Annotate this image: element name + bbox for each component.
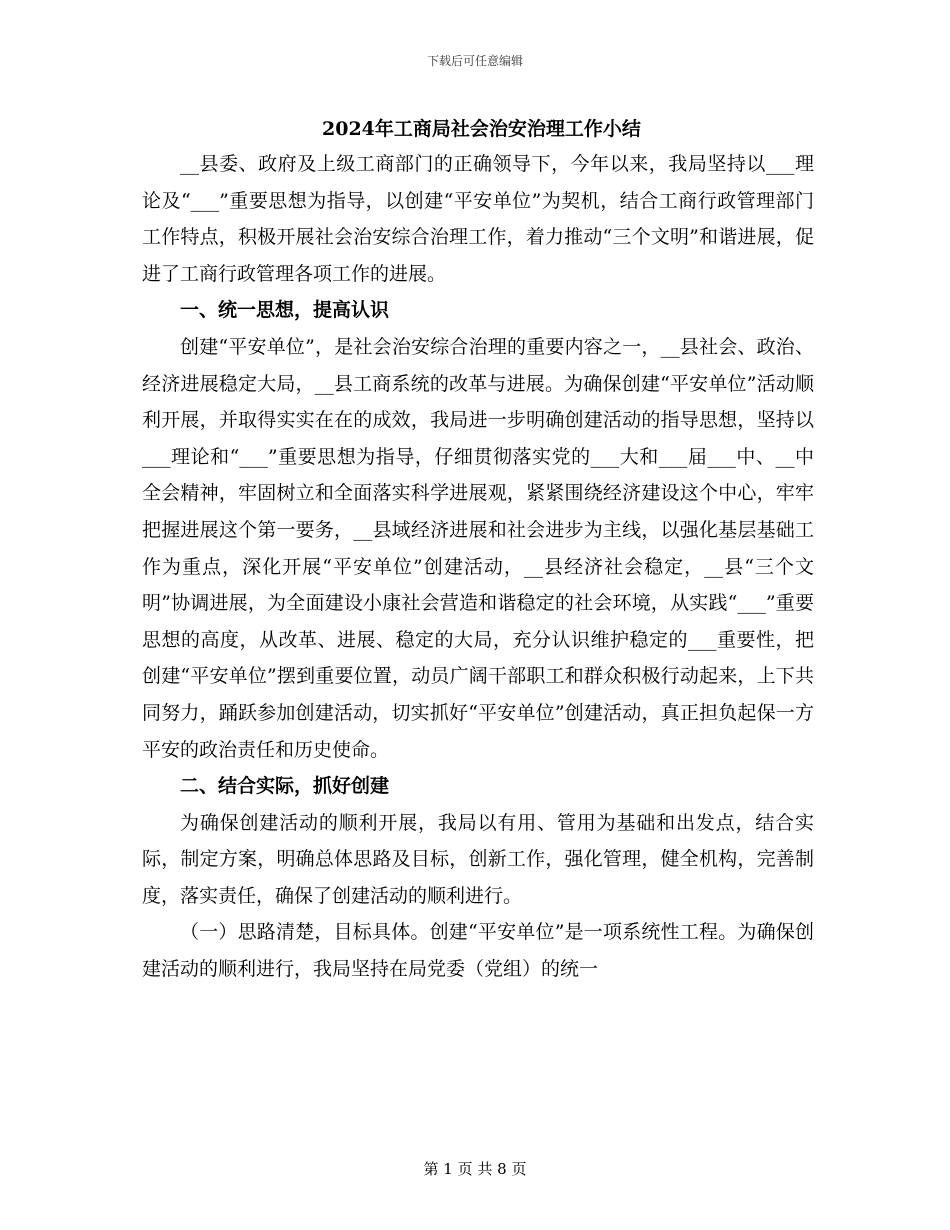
intro-paragraph: __县委、政府及上级工商部门的正确领导下，今年以来，我局坚持以___理论及“___”重要思想为指导，以创建“平安单位”为契机，结合工商行政管理部门工作特点，积极开展社会治安综合治理工作，着力推动“三个文明”和谐进展，促进了工商行政管理各项工作的进展。 <box>142 153 814 285</box>
document-title: 2024年工商局社会治安治理工作小结 <box>322 118 641 140</box>
section-1-paragraph: 创建“平安单位”，是社会治安综合治理的重要内容之一，__县社会、政治、经济进展稳定大局，__县工商系统的改革与进展。为确保创建“平安单位”活动顺利开展，并取得实实在在的成效，我局进一步明确创建活动的指导思想，坚持以___理论和“___”重要思想为指导，仔细贯彻落实党的___大和___届___中、__中全会精神，牢固树立和全面落实科学进展观，紧紧围绕经济建设这个中心，牢牢把握进展这个第一要务，__县域经济进展和社会进步为主线，以强化基层基础工作为重点，深化开展“平安单位”创建活动，__县经济社会稳定，__县“三个文明”协调进展，为全面建设小康社会营造和谐稳定的社会环境，从实践“___”重要思想的高度，从改革、进展、稳定的大局，充分认识维护稳定的___重要性，把创建“平安单位”摆到重要位置，动员广阔干部职工和群众积极行动起来，上下共同努力，踊跃参加创建活动，切实抓好“平安单位”创建活动，真正担负起保一方平安的政治责任和历史使命。 <box>142 335 814 761</box>
section-1-heading: 一、统一思想，提高认识 <box>180 299 390 322</box>
page-footer-number: 第 1 页 共 8 页 <box>423 1160 527 1178</box>
section-2-paragraph-1: 为确保创建活动的顺利开展，我局以有用、管用为基础和出发点，结合实际，制定方案，明确总体思路及目标，创新工作，强化管理，健全机构，完善制度，落实责任，确保了创建活动的顺利进行。 <box>142 811 814 907</box>
page-header-note: 下载后可任意编辑 <box>426 54 523 68</box>
section-2-heading: 二、结合实际，抓好创建 <box>180 775 390 798</box>
document-body <box>142 112 814 988</box>
section-2-paragraph-2: （一）思路清楚，目标具体。创建“平安单位”是一项系统性工程。为确保创建活动的顺利进行，我局坚持在局党委（党组）的统一 <box>142 921 814 981</box>
